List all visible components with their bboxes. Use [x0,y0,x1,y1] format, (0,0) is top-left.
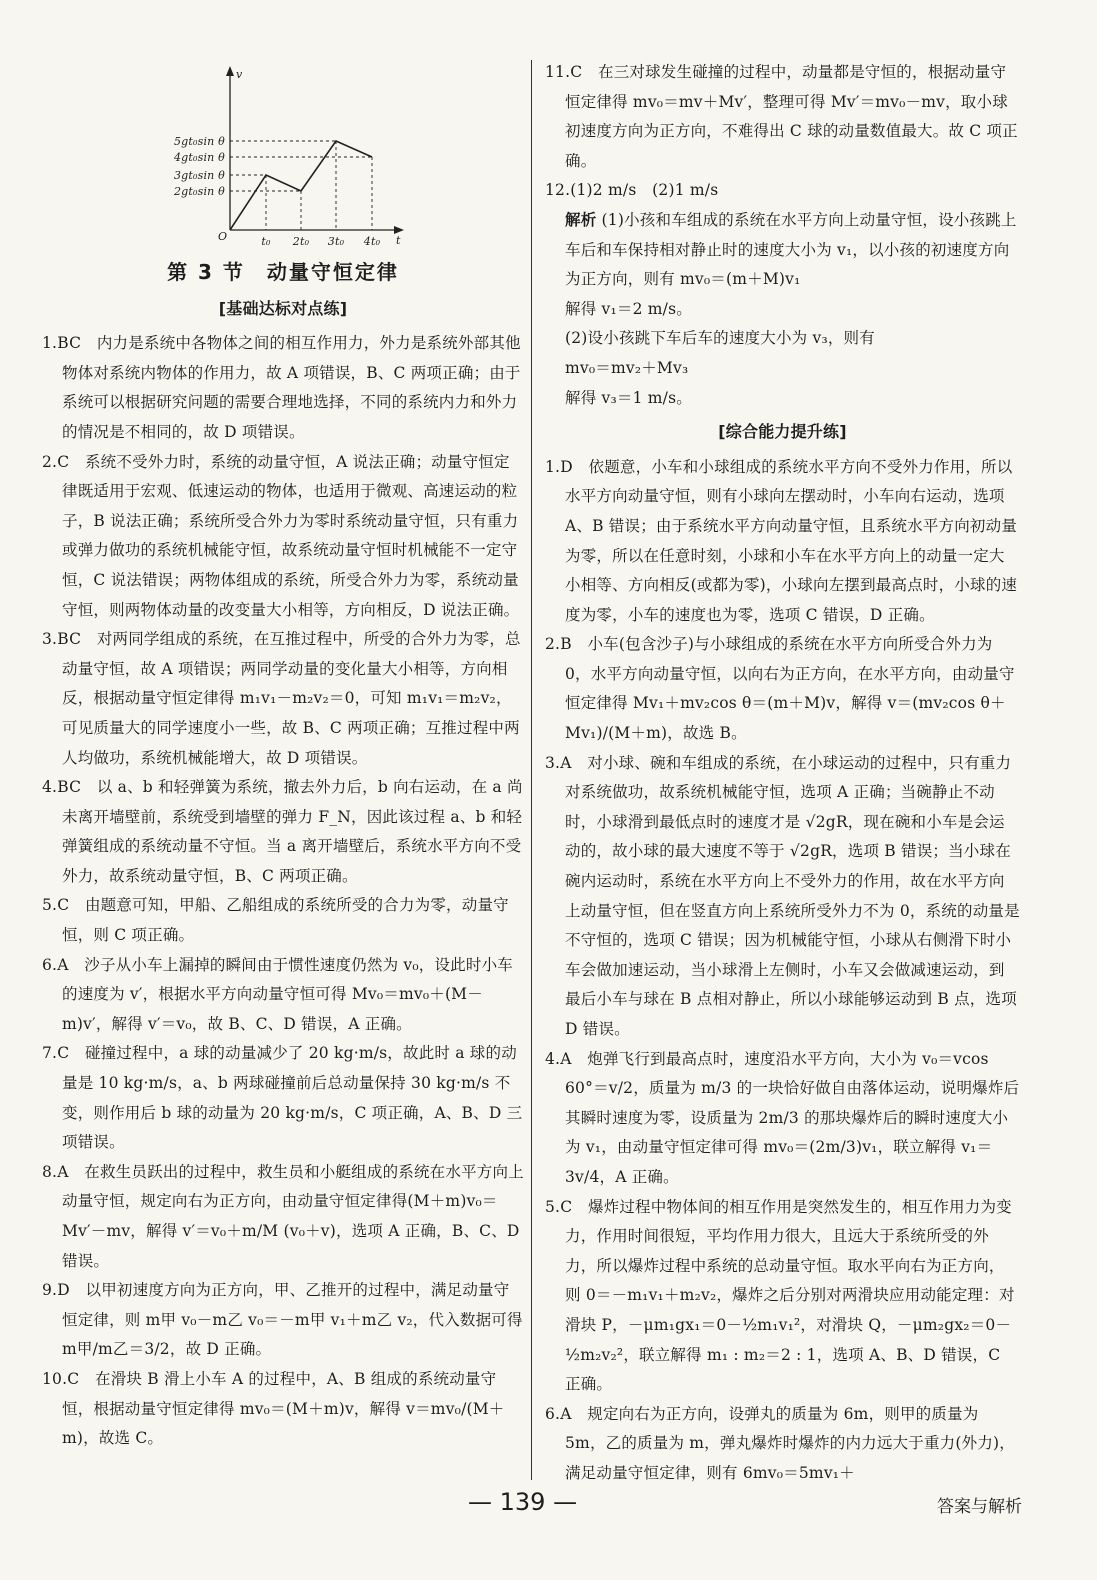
q12-analysis [545,206,1020,295]
origin-label: O [218,230,228,243]
answer-item: 5.C 由题意可知，甲船、乙船组成的系统所受的合力为零，动量守恒，则 C 项正确。 [42,896,509,945]
answer-item: 6.A 规定向右为正方向，设弹丸的质量为 6m，则甲的质量为 5m，乙的质量为 m，弹丸爆炸时爆炸的内力远大于重力(外力)，满足动量守恒定律，则有 6mv₀＝5mv₁＋ [545,1404,1015,1482]
answer-item: 9.D 以甲初速度方向为正方向，甲、乙推开的过程中，满足动量守恒定律，则 m甲 v₀－m乙 v₀＝－m甲 v₁＋m乙 v₂，代入数据可得 m甲/m乙＝3/2，故 D 正确。 [42,1281,523,1359]
section-title: 第 3 节 动量守恒定律 [167,260,399,284]
x-axis-label: t [396,234,401,247]
answer-item: 3.A 对小球、碗和车组成的系统，在小球运动的过程中，只有重力对系统做功，故系统机械能守恒，选项 A 正确；当碗静止不动时，小球滑到最低点时的速度才是 √2gR，现在碗和小车是会运动的，故小球的最大速度不等于 √2gR，选项 B 错误；当小球在碗内运动时，系统在水平方向上不受外力的作用，故在水平方向上动量守恒，但在竖直方向上系统所受外力不为 0，系统的动量是不守恒的，选项 C 错误；因为机械能守恒，小球从右侧滑下时小车会做加速运动，当小球滑上左侧时，小车又会做减速运动，到最后小车与球在 B 点相对静止，所以小球能够运动到 B 点，选项 D 错误。 [545,753,1020,1038]
answer-item: 11.C 在三对球发生碰撞的过程中，动量都是守恒的，根据动量守恒定律得 mv₀＝mv＋Mv′，整理可得 Mv′＝mv₀－mv，取小球初速度方向为正方向，不难得出 C 球的动量数值最大。故 C 项正确。 [545,63,1018,170]
answer-item: 4.BC 以 a、b 和轻弹簧为系统，撤去外力后，b 向右运动，在 a 尚未离开墙壁前，系统受到墙壁的弹力 F_N，因此该过程 a、b 和轻弹簧组成的系统动量不守恒。当 a 离开墙壁后，系统水平方向不受外力，故系统动量守恒，B、C 两项正确。 [42,778,523,885]
x-tick-label: 2t₀ [292,235,310,248]
page-number: — 139 — [468,1488,578,1516]
answer-item: 6.A 沙子从小车上漏掉的瞬间由于惯性速度仍然为 v₀，设此时小车的速度为 v′，根据水平方向动量守恒可得 Mv₀＝mv₀＋(M－m)v′，解得 v′＝v₀，故 B、C、D 错误，A 正确。 [42,955,513,1033]
analysis-line: (2)设小孩跳下车后车的速度大小为 v₃，则有 [565,329,875,348]
x-tick-label: 3t₀ [327,235,345,248]
answer-item: 4.A 炮弹飞行到最高点时，速度沿水平方向，大小为 v₀＝vcos 60°＝v/2，质量为 m/3 的一块恰好做自由落体运动，说明爆炸后其瞬时速度为零，设质量为 2m/3 的那块爆炸后的瞬时速度大小为 v₁，由动量守恒定律可得 mv₀＝(2m/3)v₁，联立解得 v₁＝3v/4，A 正确。 [545,1049,1020,1186]
answer-item: 7.C 碰撞过程中，a 球的动量减少了 20 kg·m/s，故此时 a 球的动量是 10 kg·m/s，a、b 两球碰撞前后总动量保持 30 kg·m/s 不变，则作用后 b 球的动量为 20 kg·m/s，C 项正确，A、B、D 三项错误。 [42,1044,523,1152]
basic-practice-title: [基础达标对点练] [218,298,348,318]
analysis-label: 解析 [565,210,597,229]
right-column [545,58,1020,1489]
velocity-time-graph [42,58,524,248]
footer-label: 答案与解析 [937,1497,1022,1517]
advanced-practice-title: [综合能力提升练] [718,422,847,442]
answer-item: 2.C 系统不受外力时，系统的动量守恒，A 说法正确；动量守恒定律既适用于宏观、低速运动的物体，也适用于微观、高速运动的粒子，B 说法正确；系统所受合外力为零时系统动量守恒，只有重力或弹力做功的系统机械能守恒，故系统动量守恒时机械能不一定守恒，C 说法错误；两物体组成的系统，所受合外力为零，系统动量守恒，则两物体动量的改变量大小相等，方向相反，D 说法正确。 [42,452,520,619]
left-column [42,58,524,1454]
y-tick-label: 2gt₀sin θ [173,185,225,198]
answer-item: 1.D 依题意，小车和小球组成的系统水平方向不受外力作用，所以水平方向动量守恒，则有小球向左摆动时，小车向右运动，选项 A、B 错误；由于系统水平方向动量守恒，且系统水平方向初动量为零，所以在任意时刻，小球和小车在水平方向上的动量一定大小相等、方向相反(或都为零)，小球向左摆到最高点时，小球的速度为零，小车的速度也为零，选项 C 错误，D 正确。 [545,457,1018,624]
answer-item: 8.A 在救生员跃出的过程中，救生员和小艇组成的系统在水平方向上动量守恒，规定向右为正方向，由动量守恒定律得(M＋m)v₀＝Mv′－mv，解得 v′＝v₀＋m/M (v₀＋v)，选项 A 正确，B、C、D 错误。 [42,1162,524,1270]
vt-graph-svg [42,58,524,248]
analysis-text: (1)小孩和车组成的系统在水平方向上动量守恒，设小孩跳上车后和车保持相对静止时的速度大小为 v₁，以小孩的初速度方向为正方向，则有 mv₀＝(m＋M)v₁ [565,210,1017,289]
analysis-line: 解得 v₃＝1 m/s。 [565,388,692,407]
answer-item: 3.BC 对两同学组成的系统，在互推过程中，所受的合外力为零，总动量守恒，故 A 项错误；两同学动量的变化量大小相等，方向相反，根据动量守恒定律得 m₁v₁－m₂v₂＝0，可知 m₁v₁＝m₂v₂，可见质量大的同学速度小一些，故 B、C 两项正确；互推过程中两人均做功，系统机械能增大，故 D 项错误。 [42,630,521,767]
analysis-line: 解得 v₁＝2 m/s。 [565,299,692,318]
x-tick-label: 4t₀ [363,235,381,248]
analysis-line: mv₀＝mv₂＋Mv₃ [565,358,689,377]
y-tick-label: 3gt₀sin θ [173,169,225,182]
y-tick-label: 4gt₀sin θ [173,151,225,164]
answer-item: 5.C 爆炸过程中物体间的相互作用是突然发生的，相互作用力为变力，作用时间很短，平均作用力很大，且远大于系统所受的外力，所以爆炸过程中系统的总动量守恒。取水平向右为正方向，则 0＝－m₁v₁＋m₂v₂，爆炸之后分别对两滑块应用动能定理：对滑块 P，－μm₁gx₁＝0－½m₁v₁²，对滑块 Q，－μm₂gx₂＝0－½m₂v₂²，联立解得 m₁ : m₂＝2 : 1，选项 A、B、D 错误，C 正确。 [545,1197,1015,1394]
answer-item: 10.C 在滑块 B 滑上小车 A 的过程中，A、B 组成的系统动量守恒，根据动量守恒定律得 mv₀＝(M＋m)v，解得 v＝mv₀/(M＋m)，故选 C。 [42,1369,505,1448]
answer-item: 1.BC 内力是系统中各物体之间的相互作用力，外力是系统外部其他物体对系统内物体的作用力，故 A 项错误，B、C 两项正确；由于系统可以根据研究问题的需要合理地选择，不同的系统内力和外力的情况是不相同的，故 D 项错误。 [42,334,521,441]
y-tick-label: 5gt₀sin θ [173,135,225,148]
answer-item: 12.(1)2 m/s (2)1 m/s [545,181,719,200]
column-divider [531,60,532,1480]
x-tick-label: t₀ [261,235,271,248]
y-axis-label: v [236,68,243,81]
answer-item: 2.B 小车(包含沙子)与小球组成的系统在水平方向所受合外力为 0，水平方向动量守恒，以向右为正方向，在水平方向，由动量守恒定律得 Mv₁＋mv₂cos θ＝(m＋M)v，解得 v＝(mv₂cos θ＋Mv₁)/(M＋m)，故选 B。 [545,635,1015,743]
